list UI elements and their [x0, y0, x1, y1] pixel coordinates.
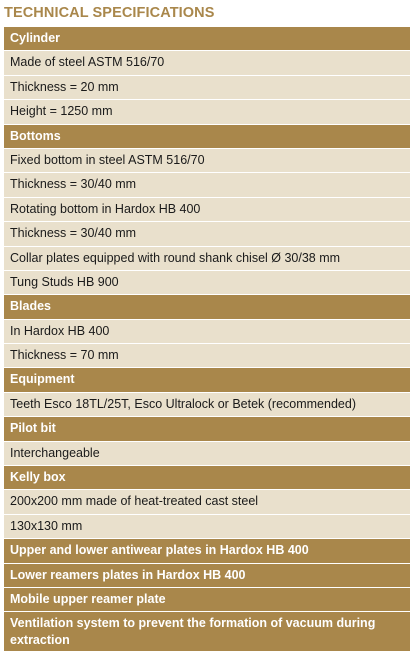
spec-item: Interchangeable: [4, 442, 410, 466]
spec-item: Rotating bottom in Hardox HB 400: [4, 198, 410, 222]
spec-item: Thickness = 70 mm: [4, 344, 410, 368]
section-header: Lower reamers plates in Hardox HB 400: [4, 564, 410, 588]
section-header: Cylinder: [4, 27, 410, 51]
section-header: Pilot bit: [4, 417, 410, 441]
spec-item: Thickness = 30/40 mm: [4, 173, 410, 197]
section-header: Bottoms: [4, 125, 410, 149]
section-header: Blades: [4, 295, 410, 319]
spec-item: Tung Studs HB 900: [4, 271, 410, 295]
page-title: TECHNICAL SPECIFICATIONS: [4, 5, 215, 21]
spec-item: Collar plates equipped with round shank chisel Ø 30/38 mm: [4, 247, 410, 271]
spec-item: 130x130 mm: [4, 515, 410, 539]
spec-item: Teeth Esco 18TL/25T, Esco Ultralock or Betek (recommended): [4, 393, 410, 417]
spec-item: Thickness = 20 mm: [4, 76, 410, 100]
spec-table: [4, 26, 410, 652]
spec-item: Fixed bottom in steel ASTM 516/70: [4, 149, 410, 173]
spec-item: In Hardox HB 400: [4, 320, 410, 344]
spec-item: Thickness = 30/40 mm: [4, 222, 410, 246]
section-header: Equipment: [4, 368, 410, 392]
section-header: Kelly box: [4, 466, 410, 490]
spec-item: Height = 1250 mm: [4, 100, 410, 124]
spec-item: Made of steel ASTM 516/70: [4, 51, 410, 75]
spec-item: 200x200 mm made of heat-treated cast steel: [4, 490, 410, 514]
section-header: Mobile upper reamer plate: [4, 588, 410, 612]
section-header: Upper and lower antiwear plates in Hardox HB 400: [4, 539, 410, 563]
section-header: Ventilation system to prevent the formation of vacuum during extraction: [4, 612, 410, 652]
